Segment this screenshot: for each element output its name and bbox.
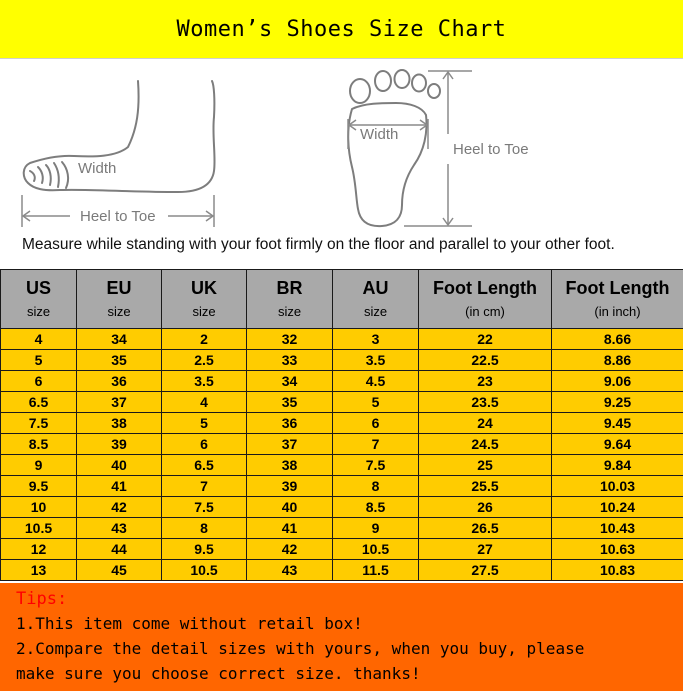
table-cell: 9.64 xyxy=(552,434,683,455)
side-width-label: Width xyxy=(78,160,117,177)
table-cell: 39 xyxy=(77,434,162,455)
table-cell: 36 xyxy=(77,371,162,392)
table-cell: 6.5 xyxy=(162,455,247,476)
table-cell: 2.5 xyxy=(162,350,247,371)
table-cell: 6.5 xyxy=(1,392,77,413)
side-foot-icon xyxy=(24,81,215,192)
column-unit: size xyxy=(192,304,216,319)
table-cell: 8 xyxy=(333,476,419,497)
column-header xyxy=(1,270,77,329)
table-cell: 39 xyxy=(247,476,333,497)
column-name: Foot Length xyxy=(433,278,537,298)
column-header xyxy=(247,270,333,329)
table-cell: 40 xyxy=(77,455,162,476)
table-cell: 6 xyxy=(1,371,77,392)
table-cell: 3.5 xyxy=(333,350,419,371)
table-row xyxy=(1,392,683,413)
column-unit: size xyxy=(277,304,302,319)
table-cell: 4.5 xyxy=(333,371,419,392)
table-cell: 26.5 xyxy=(419,518,552,539)
table-cell: 10 xyxy=(1,497,77,518)
table-cell: 38 xyxy=(247,455,333,476)
table-cell: 38 xyxy=(77,413,162,434)
table-cell: 35 xyxy=(247,392,333,413)
column-unit: (in cm) xyxy=(465,304,505,319)
table-row xyxy=(1,371,683,392)
table-cell: 12 xyxy=(1,539,77,560)
table-header-row xyxy=(1,270,683,329)
table-cell: 34 xyxy=(247,371,333,392)
table-cell: 4 xyxy=(1,329,77,350)
table-cell: 9.5 xyxy=(1,476,77,497)
table-cell: 10.5 xyxy=(333,539,419,560)
column-unit: size xyxy=(363,304,388,319)
table-cell: 8.86 xyxy=(552,350,683,371)
chart-header xyxy=(0,0,683,59)
table-cell: 42 xyxy=(77,497,162,518)
table-cell: 5 xyxy=(162,413,247,434)
table-cell: 9 xyxy=(333,518,419,539)
table-cell: 43 xyxy=(77,518,162,539)
table-row xyxy=(1,413,683,434)
tip-line-3: make sure you choose correct size. thanks! xyxy=(16,664,421,683)
table-cell: 10.03 xyxy=(552,476,683,497)
table-cell: 37 xyxy=(247,434,333,455)
table-cell: 24.5 xyxy=(419,434,552,455)
tip-line-2: 2.Compare the detail sizes with yours, when you buy, please xyxy=(16,639,585,658)
table-cell: 35 xyxy=(77,350,162,371)
table-cell: 10.83 xyxy=(552,560,683,581)
table-cell: 13 xyxy=(1,560,77,581)
table-cell: 33 xyxy=(247,350,333,371)
column-unit: size xyxy=(26,304,51,319)
table-cell: 3 xyxy=(333,329,419,350)
table-cell: 26 xyxy=(419,497,552,518)
table-row xyxy=(1,476,683,497)
column-name: Foot Length xyxy=(565,278,670,298)
table-cell: 9.5 xyxy=(162,539,247,560)
table-cell: 8 xyxy=(162,518,247,539)
table-cell: 32 xyxy=(247,329,333,350)
table-cell: 40 xyxy=(247,497,333,518)
table-cell: 9.06 xyxy=(552,371,683,392)
table-cell: 2 xyxy=(162,329,247,350)
table-cell: 5 xyxy=(1,350,77,371)
table-cell: 43 xyxy=(247,560,333,581)
table-cell: 42 xyxy=(247,539,333,560)
tips-title: Tips: xyxy=(16,589,68,609)
table-cell: 22.5 xyxy=(419,350,552,371)
table-cell: 10.43 xyxy=(552,518,683,539)
column-unit: (in inch) xyxy=(594,304,641,319)
tip-line-1: 1.This item come without retail box! xyxy=(16,614,363,633)
chart-title: Women’s Shoes Size Chart xyxy=(176,16,507,42)
table-cell: 10.5 xyxy=(162,560,247,581)
table-cell: 41 xyxy=(77,476,162,497)
table-cell: 4 xyxy=(162,392,247,413)
table-cell: 10.24 xyxy=(552,497,683,518)
measure-instruction: Measure while standing with your foot firmly on the floor and parallel to your other foot. xyxy=(22,236,615,253)
table-cell: 25 xyxy=(419,455,552,476)
column-name: UK xyxy=(191,278,217,298)
table-row xyxy=(1,350,683,371)
table-cell: 24 xyxy=(419,413,552,434)
table-cell: 7 xyxy=(162,476,247,497)
table-cell: 9.84 xyxy=(552,455,683,476)
table-cell: 44 xyxy=(77,539,162,560)
table-cell: 9 xyxy=(1,455,77,476)
sole-foot-icon xyxy=(348,70,440,226)
table-cell: 27 xyxy=(419,539,552,560)
table-cell: 11.5 xyxy=(333,560,419,581)
table-cell: 7.5 xyxy=(333,455,419,476)
table-cell: 10.5 xyxy=(1,518,77,539)
table-row xyxy=(1,560,683,581)
table-cell: 7 xyxy=(333,434,419,455)
table-cell: 3.5 xyxy=(162,371,247,392)
tips-panel xyxy=(0,583,683,691)
table-cell: 7.5 xyxy=(1,413,77,434)
table-cell: 34 xyxy=(77,329,162,350)
column-header xyxy=(552,270,683,329)
table-row xyxy=(1,455,683,476)
column-header xyxy=(333,270,419,329)
table-cell: 8.5 xyxy=(1,434,77,455)
table-cell: 45 xyxy=(77,560,162,581)
side-heel-to-toe-label: Heel to Toe xyxy=(80,208,156,225)
table-cell: 8.5 xyxy=(333,497,419,518)
table-cell: 8.66 xyxy=(552,329,683,350)
table-cell: 6 xyxy=(162,434,247,455)
table-row xyxy=(1,539,683,560)
size-table xyxy=(0,269,683,581)
table-cell: 6 xyxy=(333,413,419,434)
table-cell: 36 xyxy=(247,413,333,434)
table-cell: 10.63 xyxy=(552,539,683,560)
table-row xyxy=(1,434,683,455)
table-cell: 25.5 xyxy=(419,476,552,497)
table-cell: 23 xyxy=(419,371,552,392)
table-row xyxy=(1,497,683,518)
table-cell: 9.45 xyxy=(552,413,683,434)
column-header xyxy=(77,270,162,329)
sole-heel-to-toe-label: Heel to Toe xyxy=(453,141,529,158)
table-cell: 27.5 xyxy=(419,560,552,581)
table-cell: 41 xyxy=(247,518,333,539)
column-name: US xyxy=(25,278,51,298)
table-row xyxy=(1,518,683,539)
column-name: BR xyxy=(276,278,303,298)
column-name: EU xyxy=(106,278,132,298)
column-header xyxy=(419,270,552,329)
table-cell: 22 xyxy=(419,329,552,350)
table-body xyxy=(1,329,683,581)
table-cell: 23.5 xyxy=(419,392,552,413)
table-cell: 7.5 xyxy=(162,497,247,518)
table-cell: 37 xyxy=(77,392,162,413)
column-name: AU xyxy=(362,278,389,298)
table-row xyxy=(1,329,683,350)
table-cell: 5 xyxy=(333,392,419,413)
column-header xyxy=(162,270,247,329)
table-cell: 9.25 xyxy=(552,392,683,413)
column-unit: size xyxy=(107,304,131,319)
sole-width-label: Width xyxy=(360,126,399,143)
